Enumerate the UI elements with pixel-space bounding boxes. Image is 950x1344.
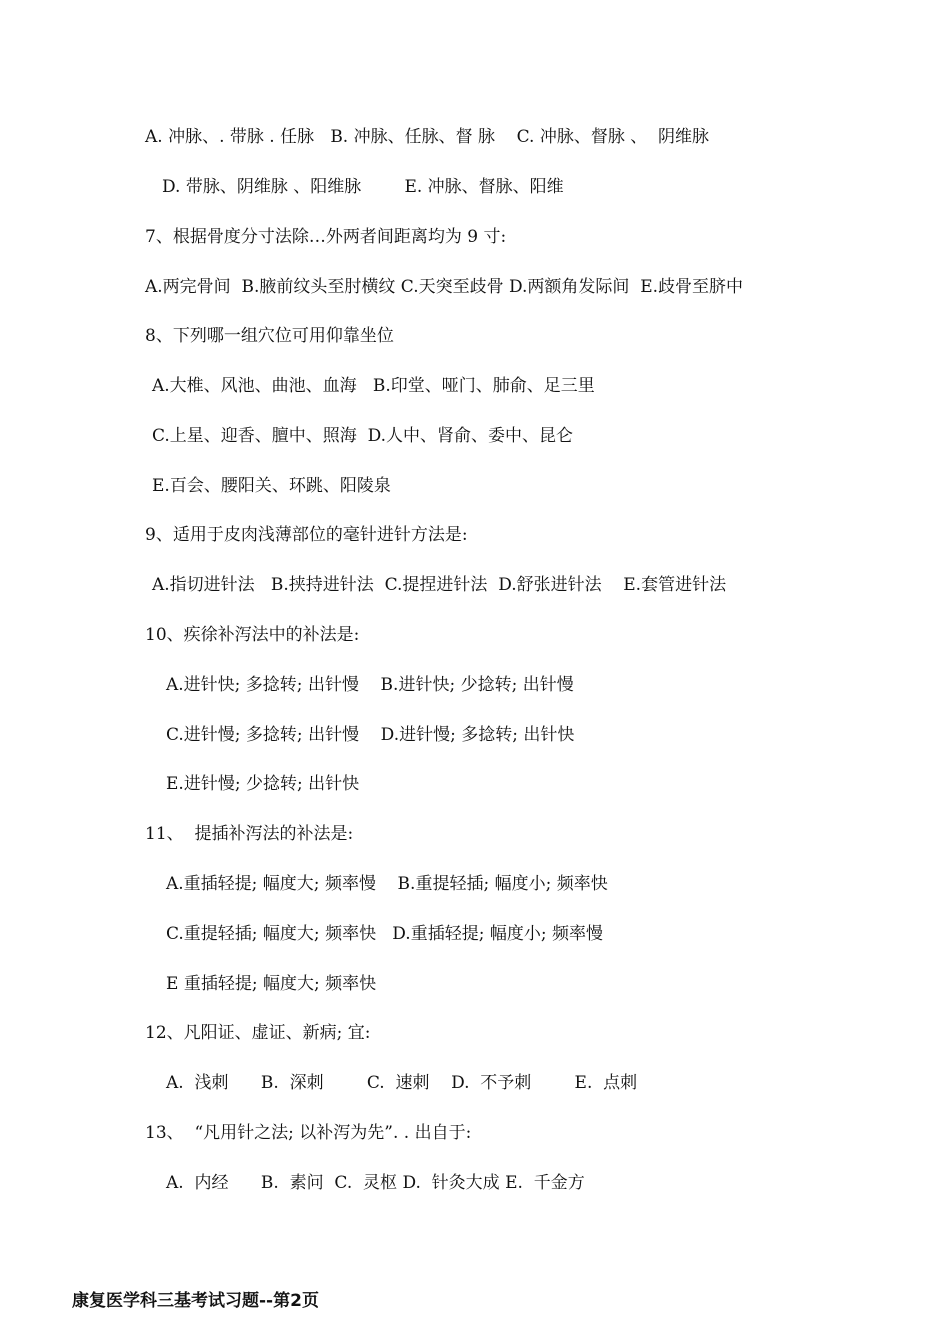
q13-options: A. 内经 B. 素问 C. 灵枢 D. 针灸大成 E. 千金方 xyxy=(166,1173,585,1193)
q8-options-line-3: E.百会、腰阳关、环跳、阳陵泉 xyxy=(152,476,391,496)
question-12: 12、凡阳证、虚证、新病; 宜: xyxy=(145,1023,371,1043)
question-11: 11、 提插补泻法的补法是: xyxy=(145,824,354,844)
question-8: 8、下列哪一组穴位可用仰靠坐位 xyxy=(145,326,394,346)
question-13: 13、 “凡用针之法; 以补泻为先”. . 出自于: xyxy=(145,1123,472,1143)
question-10: 10、疾徐补泻法中的补法是: xyxy=(145,625,360,645)
q9-options: A.指切进针法 B.挟持进针法 C.提捏进针法 D.舒张进针法 E.套管进针法 xyxy=(152,575,727,595)
q7-options: A.两完骨间 B.腋前纹头至肘横纹 C.天突至歧骨 D.两额角发际间 E.歧骨至脐中 xyxy=(145,277,744,297)
q10-options-line-2: C.进针慢; 多捻转; 出针慢 D.进针慢; 多捻转; 出针快 xyxy=(166,725,575,745)
question-7: 7、根据骨度分寸法除…外两者间距离均为 9 寸: xyxy=(145,227,507,247)
q10-options-line-1: A.进针快; 多捻转; 出针慢 B.进针快; 少捻转; 出针慢 xyxy=(166,675,574,695)
question-9: 9、适用于皮肉浅薄部位的毫针进针方法是: xyxy=(145,525,468,545)
q8-options-line-2: C.上星、迎香、膻中、照海 D.人中、肾俞、委中、昆仑 xyxy=(152,426,574,446)
q12-options: A. 浅刺 B. 深刺 C. 速刺 D. 不予刺 E. 点刺 xyxy=(166,1073,638,1093)
q6-options-line-2: D. 带脉、阴维脉 、阳维脉 E. 冲脉、督脉、阳维 xyxy=(162,177,564,197)
q8-options-line-1: A.大椎、风池、曲池、血海 B.印堂、哑门、肺俞、足三里 xyxy=(152,376,595,396)
q10-options-line-3: E.进针慢; 少捻转; 出针快 xyxy=(166,774,360,794)
q6-options-line-1: A. 冲脉、. 带脉 . 任脉 B. 冲脉、任脉、督 脉 C. 冲脉、督脉 、 阴维脉 xyxy=(145,127,710,147)
q11-options-line-3: E 重插轻提; 幅度大; 频率快 xyxy=(166,974,377,994)
q11-options-line-2: C.重提轻插; 幅度大; 频率快 D.重插轻提; 幅度小; 频率慢 xyxy=(166,924,603,944)
q11-options-line-1: A.重插轻提; 幅度大; 频率慢 B.重提轻插; 幅度小; 频率快 xyxy=(166,874,608,894)
page-footer: 康复医学科三基考试习题--第2页 xyxy=(72,1291,319,1311)
